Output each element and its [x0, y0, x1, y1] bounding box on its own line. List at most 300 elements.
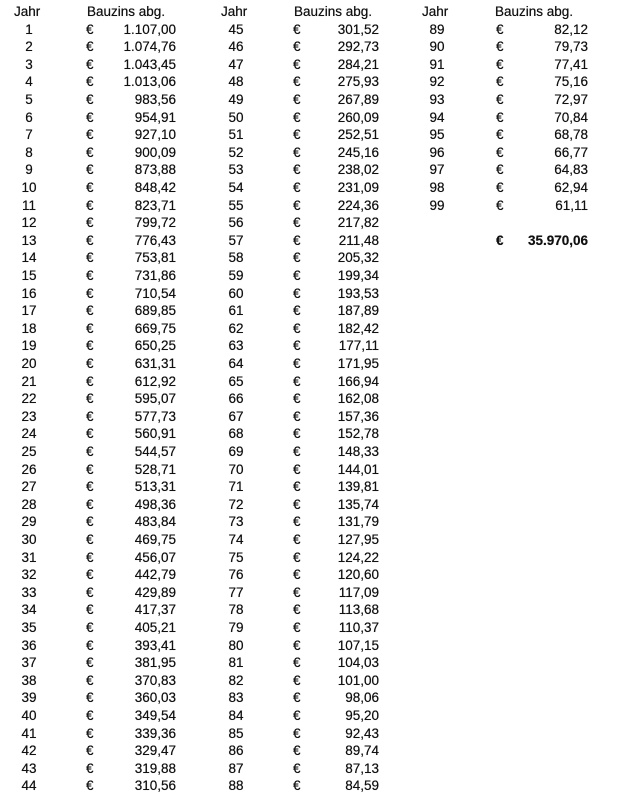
currency-symbol: € [293, 532, 301, 547]
year-cell: 42 [21, 743, 37, 759]
currency-symbol: € [293, 56, 301, 72]
year-cell: 45 [228, 21, 244, 37]
year-cell: 96 [429, 144, 445, 160]
amount-cell: 776,43 [134, 232, 176, 248]
year-cell: 44 [21, 778, 37, 794]
year-cell: 64 [228, 356, 244, 371]
year-cell: 60 [228, 285, 244, 301]
year-cell: 6 [25, 109, 33, 125]
year-cell: 40 [21, 708, 37, 723]
year-cell: 11 [21, 197, 36, 213]
currency-symbol: € [293, 584, 301, 600]
currency-symbol: € [293, 672, 301, 688]
currency-symbol: € [293, 637, 301, 653]
year-cell: 68 [228, 426, 244, 442]
amount-cell: 631,31 [134, 356, 176, 371]
year-cell: 65 [228, 373, 244, 389]
amount-cell: 107,15 [337, 637, 379, 653]
currency-symbol: € [293, 250, 301, 266]
amount-cell: 319,88 [134, 760, 176, 776]
amount-cell: 370,83 [134, 672, 176, 688]
amount-cell: 98,06 [345, 690, 379, 706]
currency-symbol: € [293, 426, 301, 442]
year-cell: 50 [228, 109, 244, 125]
amount-cell: 823,71 [134, 197, 176, 213]
year-cell: 84 [228, 708, 244, 723]
amount-cell: 260,09 [337, 109, 379, 125]
header-amount: Bauzins abg. [87, 4, 166, 19]
year-cell: 75 [228, 549, 244, 565]
currency-symbol: € [293, 444, 301, 459]
year-cell: 74 [228, 532, 244, 547]
currency-symbol: € [293, 602, 301, 618]
amount-cell: 120,60 [337, 567, 379, 583]
amount-cell: 252,51 [337, 127, 379, 143]
amount-cell: 927,10 [134, 127, 176, 143]
currency-symbol: € [293, 232, 301, 248]
year-cell: 62 [228, 320, 244, 336]
currency-symbol: € [293, 144, 301, 160]
currency-symbol: € [293, 268, 301, 283]
total-currency: € [496, 232, 504, 248]
amount-cell: 79,73 [554, 39, 588, 55]
amount-cell: 127,95 [337, 532, 379, 547]
currency-symbol: € [86, 602, 94, 618]
currency-symbol: € [86, 391, 94, 407]
year-cell: 38 [21, 672, 37, 688]
year-cell: 4 [25, 74, 33, 90]
year-cell: 52 [228, 144, 244, 160]
amount-cell: 456,07 [134, 549, 176, 565]
amount-cell: 577,73 [134, 408, 176, 424]
header-year: Jahr [422, 4, 449, 19]
year-cell: 78 [228, 602, 244, 618]
amount-cell: 873,88 [134, 162, 176, 178]
amount-cell: 64,83 [554, 162, 588, 178]
currency-symbol: € [86, 584, 94, 600]
currency-symbol: € [293, 303, 301, 319]
currency-symbol: € [293, 285, 301, 301]
amount-cell: 101,00 [337, 672, 379, 688]
currency-symbol: € [293, 320, 301, 336]
year-cell: 16 [21, 285, 37, 301]
currency-symbol: € [496, 39, 504, 55]
currency-symbol: € [293, 338, 301, 354]
year-cell: 77 [228, 584, 244, 600]
currency-symbol: € [86, 232, 94, 248]
amount-cell: 669,75 [134, 320, 176, 336]
year-cell: 41 [21, 725, 37, 741]
year-cell: 82 [228, 672, 244, 688]
year-cell: 70 [228, 461, 244, 477]
currency-symbol: € [496, 109, 504, 125]
year-cell: 36 [21, 637, 37, 653]
amount-cell: 211,48 [338, 232, 379, 248]
currency-symbol: € [86, 655, 94, 671]
amount-cell: 82,12 [554, 21, 588, 37]
amount-cell: 329,47 [134, 743, 176, 759]
year-cell: 86 [228, 743, 244, 759]
currency-symbol: € [86, 690, 94, 706]
currency-symbol: € [293, 655, 301, 671]
year-cell: 66 [228, 391, 244, 407]
amount-cell: 731,86 [134, 268, 176, 283]
amount-cell: 612,92 [134, 373, 176, 389]
currency-symbol: € [86, 514, 94, 530]
currency-symbol: € [86, 303, 94, 319]
amount-cell: 469,75 [134, 532, 176, 547]
amount-cell: 75,16 [554, 74, 588, 90]
year-cell: 3 [25, 56, 33, 72]
year-cell: 67 [228, 408, 244, 424]
currency-symbol: € [293, 690, 301, 706]
amount-cell: 267,89 [337, 92, 379, 107]
amount-cell: 171,95 [337, 356, 379, 371]
currency-symbol: € [293, 725, 301, 741]
currency-symbol: € [293, 215, 301, 231]
amount-cell: 84,59 [345, 778, 379, 794]
amount-cell: 900,09 [134, 144, 176, 160]
currency-symbol: € [496, 180, 504, 195]
amount-cell: 224,36 [337, 197, 379, 213]
year-cell: 46 [228, 39, 244, 55]
amount-cell: 954,91 [134, 109, 176, 125]
year-cell: 23 [21, 408, 37, 424]
amount-cell: 77,41 [554, 56, 588, 72]
currency-symbol: € [86, 180, 94, 195]
year-cell: 53 [228, 162, 244, 178]
year-cell: 33 [21, 584, 37, 600]
year-cell: 55 [228, 197, 244, 213]
amount-cell: 72,97 [554, 92, 588, 107]
amount-cell: 560,91 [134, 426, 176, 442]
header-amount: Bauzins abg. [495, 4, 574, 19]
currency-symbol: € [293, 21, 301, 37]
amount-cell: 135,74 [337, 496, 379, 512]
year-cell: 10 [21, 180, 37, 195]
currency-symbol: € [293, 760, 301, 776]
amount-cell: 1.013,06 [123, 74, 176, 90]
currency-symbol: € [86, 144, 94, 160]
amount-cell: 513,31 [134, 479, 176, 495]
year-cell: 79 [228, 620, 244, 635]
currency-symbol: € [86, 672, 94, 688]
header-year: Jahr [14, 4, 41, 19]
amount-cell: 528,71 [134, 461, 176, 477]
year-cell: 91 [429, 56, 445, 72]
amount-cell: 166,94 [337, 373, 379, 389]
currency-symbol: € [496, 74, 504, 90]
year-cell: 12 [21, 215, 37, 231]
year-cell: 9 [25, 162, 33, 178]
year-cell: 92 [429, 74, 445, 90]
year-cell: 22 [21, 391, 37, 407]
year-cell: 2 [25, 39, 33, 55]
year-cell: 81 [228, 655, 244, 671]
currency-symbol: € [86, 549, 94, 565]
amount-cell: 139,81 [337, 479, 379, 495]
amount-cell: 66,77 [554, 144, 588, 160]
currency-symbol: € [86, 74, 94, 90]
amount-cell: 442,79 [134, 567, 176, 583]
currency-symbol: € [86, 496, 94, 512]
currency-symbol: € [86, 92, 94, 107]
currency-symbol: € [86, 532, 94, 547]
amount-cell: 544,57 [134, 444, 176, 459]
year-cell: 15 [21, 268, 37, 283]
year-cell: 48 [228, 74, 244, 90]
year-cell: 71 [228, 479, 244, 495]
currency-symbol: € [86, 708, 94, 723]
year-cell: 25 [21, 444, 37, 459]
amount-cell: 753,81 [134, 250, 176, 266]
year-cell: 18 [21, 320, 37, 336]
year-cell: 85 [228, 725, 244, 741]
currency-symbol: € [496, 197, 504, 213]
amount-cell: 245,16 [337, 144, 379, 160]
currency-symbol: € [293, 39, 301, 55]
currency-symbol: € [86, 760, 94, 776]
currency-symbol: € [86, 408, 94, 424]
year-cell: 49 [228, 92, 244, 107]
amount-cell: 217,82 [337, 215, 379, 231]
amount-cell: 710,54 [134, 285, 176, 301]
year-cell: 98 [429, 180, 445, 195]
year-cell: 89 [429, 21, 445, 37]
currency-symbol: € [293, 127, 301, 143]
year-cell: 28 [21, 496, 37, 512]
amount-cell: 498,36 [134, 496, 176, 512]
currency-symbol: € [293, 356, 301, 371]
currency-symbol: € [86, 215, 94, 231]
currency-symbol: € [496, 92, 504, 107]
currency-symbol: € [86, 197, 94, 213]
year-cell: 80 [228, 637, 244, 653]
currency-symbol: € [86, 620, 94, 635]
year-cell: 99 [429, 197, 445, 213]
amount-cell: 199,34 [337, 268, 379, 283]
year-cell: 31 [21, 549, 37, 565]
amount-cell: 238,02 [337, 162, 379, 178]
year-cell: 7 [25, 127, 33, 143]
year-cell: 37 [21, 655, 37, 671]
amount-cell: 144,01 [337, 461, 379, 477]
year-cell: 32 [21, 567, 37, 583]
amount-cell: 689,85 [134, 303, 176, 319]
year-cell: 39 [21, 690, 37, 706]
amount-cell: 117,09 [338, 584, 379, 600]
currency-symbol: € [86, 56, 94, 72]
currency-symbol: € [86, 268, 94, 283]
currency-symbol: € [293, 496, 301, 512]
amount-cell: 95,20 [345, 708, 379, 723]
currency-symbol: € [86, 250, 94, 266]
amount-cell: 148,33 [337, 444, 379, 459]
amount-cell: 1.107,00 [123, 21, 176, 37]
year-cell: 30 [21, 532, 37, 547]
amount-cell: 284,21 [337, 56, 379, 72]
year-cell: 87 [228, 760, 244, 776]
year-cell: 20 [21, 356, 37, 371]
amount-cell: 104,03 [337, 655, 379, 671]
currency-symbol: € [293, 109, 301, 125]
amount-cell: 650,25 [134, 338, 176, 354]
amount-cell: 110,37 [338, 620, 379, 635]
year-cell: 94 [429, 109, 445, 125]
year-cell: 47 [228, 56, 244, 72]
amount-cell: 799,72 [134, 215, 176, 231]
currency-symbol: € [293, 778, 301, 794]
currency-symbol: € [86, 127, 94, 143]
currency-symbol: € [86, 21, 94, 37]
year-cell: 59 [228, 268, 244, 283]
currency-symbol: € [496, 144, 504, 160]
amount-cell: 292,73 [337, 39, 379, 55]
currency-symbol: € [496, 162, 504, 178]
year-cell: 58 [228, 250, 244, 266]
amount-cell: 92,43 [345, 725, 379, 741]
currency-symbol: € [293, 514, 301, 530]
year-cell: 19 [21, 338, 37, 354]
year-cell: 13 [21, 232, 37, 248]
year-cell: 1 [25, 21, 33, 37]
currency-symbol: € [293, 620, 301, 635]
currency-symbol: € [293, 708, 301, 723]
amount-cell: 205,32 [337, 250, 379, 266]
year-cell: 5 [25, 92, 33, 107]
amount-cell: 310,56 [134, 778, 176, 794]
currency-symbol: € [86, 479, 94, 495]
currency-symbol: € [496, 127, 504, 143]
amount-cell: 417,37 [134, 602, 176, 618]
year-cell: 24 [21, 426, 37, 442]
year-cell: 56 [228, 215, 244, 231]
total-amount: 35.970,06 [527, 232, 588, 248]
amount-cell: 301,52 [337, 21, 379, 37]
amount-cell: 157,36 [337, 408, 379, 424]
year-cell: 14 [21, 250, 37, 266]
currency-symbol: € [86, 285, 94, 301]
year-cell: 21 [21, 373, 37, 389]
year-cell: 83 [228, 690, 244, 706]
currency-symbol: € [86, 373, 94, 389]
year-cell: 8 [25, 144, 33, 160]
amount-cell: 131,79 [337, 514, 379, 530]
header-year: Jahr [221, 4, 248, 19]
amount-cell: 595,07 [134, 391, 176, 407]
currency-symbol: € [293, 461, 301, 477]
amount-cell: 193,53 [337, 285, 379, 301]
amount-cell: 275,93 [337, 74, 379, 90]
amount-cell: 62,94 [554, 180, 588, 195]
year-cell: 63 [228, 338, 244, 354]
currency-symbol: € [293, 180, 301, 195]
currency-symbol: € [86, 637, 94, 653]
amount-cell: 339,36 [134, 725, 176, 741]
amount-cell: 70,84 [554, 109, 588, 125]
currency-symbol: € [293, 567, 301, 583]
amount-cell: 177,11 [338, 338, 379, 354]
amount-cell: 152,78 [337, 426, 379, 442]
year-cell: 73 [228, 514, 244, 530]
amount-cell: 381,95 [134, 655, 176, 671]
amount-cell: 231,09 [337, 180, 379, 195]
year-cell: 69 [228, 444, 244, 459]
currency-symbol: € [86, 39, 94, 55]
year-cell: 51 [228, 127, 244, 143]
amount-cell: 429,89 [134, 584, 176, 600]
amount-cell: 124,22 [337, 549, 379, 565]
amount-cell: 113,68 [338, 602, 379, 618]
year-cell: 57 [228, 232, 244, 248]
year-cell: 27 [21, 479, 37, 495]
amount-cell: 983,56 [134, 92, 176, 107]
year-cell: 90 [429, 39, 445, 55]
year-cell: 17 [21, 303, 37, 319]
amount-cell: 89,74 [345, 743, 379, 759]
currency-symbol: € [86, 320, 94, 336]
year-cell: 26 [21, 461, 37, 477]
currency-symbol: € [496, 56, 504, 72]
amount-cell: 393,41 [134, 637, 176, 653]
currency-symbol: € [293, 479, 301, 495]
year-cell: 76 [228, 567, 244, 583]
year-cell: 34 [21, 602, 37, 618]
year-cell: 97 [429, 162, 445, 178]
currency-symbol: € [86, 778, 94, 794]
amount-cell: 1.043,45 [123, 56, 176, 72]
currency-symbol: € [293, 373, 301, 389]
amount-cell: 349,54 [134, 708, 176, 723]
currency-symbol: € [293, 74, 301, 90]
year-cell: 72 [228, 496, 244, 512]
year-cell: 88 [228, 778, 244, 794]
currency-symbol: € [86, 356, 94, 371]
amount-cell: 61,11 [555, 197, 588, 213]
amount-cell: 182,42 [337, 320, 379, 336]
year-cell: 93 [429, 92, 445, 107]
currency-symbol: € [86, 162, 94, 178]
currency-symbol: € [293, 408, 301, 424]
year-cell: 43 [21, 760, 37, 776]
currency-symbol: € [86, 725, 94, 741]
currency-symbol: € [86, 444, 94, 459]
amount-cell: 360,03 [134, 690, 176, 706]
amount-cell: 1.074,76 [123, 39, 176, 55]
currency-symbol: € [293, 92, 301, 107]
year-cell: 35 [21, 620, 37, 635]
year-cell: 95 [429, 127, 445, 143]
currency-symbol: € [86, 567, 94, 583]
currency-symbol: € [86, 426, 94, 442]
currency-symbol: € [293, 197, 301, 213]
currency-symbol: € [86, 338, 94, 354]
amount-cell: 87,13 [345, 760, 379, 776]
currency-symbol: € [293, 391, 301, 407]
amount-cell: 405,21 [134, 620, 176, 635]
currency-symbol: € [496, 21, 504, 37]
year-cell: 54 [228, 180, 244, 195]
currency-symbol: € [86, 743, 94, 759]
currency-symbol: € [293, 743, 301, 759]
currency-symbol: € [293, 162, 301, 178]
currency-symbol: € [86, 461, 94, 477]
year-cell: 61 [228, 303, 244, 319]
currency-symbol: € [293, 549, 301, 565]
amount-cell: 483,84 [134, 514, 176, 530]
amount-cell: 68,78 [554, 127, 588, 143]
year-cell: 29 [21, 514, 37, 530]
